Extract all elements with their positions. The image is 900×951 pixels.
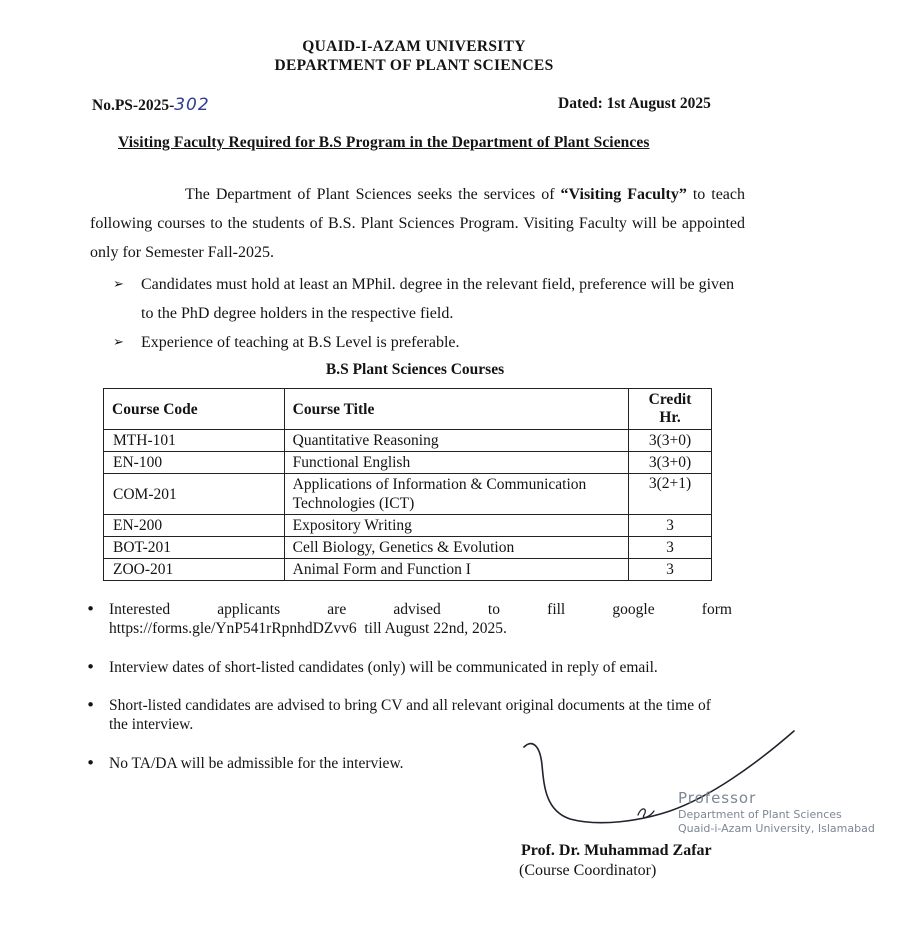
course-title: Cell Biology, Genetics & Evolution [284, 537, 628, 559]
note-word: google [612, 601, 655, 618]
requirement-item [113, 270, 743, 328]
reference-prefix: No.PS-2025- [92, 97, 175, 114]
stamp-title: Professor [678, 789, 757, 807]
note-word: applicants [217, 601, 281, 618]
note-text: No TA/DA will be admissible for the interview. [109, 755, 404, 772]
course-code: EN-200 [104, 515, 285, 537]
note-word: Interested [109, 601, 171, 618]
courses-table [103, 388, 712, 581]
signatory-role: (Course Coordinator) [519, 862, 657, 879]
note-second-line [109, 619, 732, 638]
table-row [104, 474, 712, 515]
course-credit: 3(2+1) [629, 474, 712, 515]
requirements-list [113, 270, 743, 357]
note-word: fill [547, 601, 566, 618]
requirement-text: Experience of teaching at B.S Level is preferable. [141, 334, 460, 351]
course-credit: 3(3+0) [629, 430, 712, 452]
department-name: DEPARTMENT OF PLANT SCIENCES [274, 57, 554, 74]
course-code: EN-100 [104, 452, 285, 474]
note-word: are [327, 601, 347, 618]
table-row [104, 515, 712, 537]
course-code: COM-201 [104, 474, 285, 515]
header-credit-hours: Credit Hr. [629, 389, 712, 430]
intro-text-after: to teach following courses to the students of B.S. Plant Sciences Program. Visiting Faculty will be appointed only for Semester Fall-2025. [90, 186, 746, 261]
university-name: QUAID-I-AZAM UNIVERSITY [302, 38, 526, 55]
course-credit: 3 [629, 515, 712, 537]
table-row [104, 430, 712, 452]
course-title: Functional English [284, 452, 628, 474]
requirement-text: Candidates must hold at least an MPhil. degree in the relevant field, preference will be given to the PhD degree holders in the respective field. [141, 276, 735, 322]
note-word: form [701, 601, 732, 618]
reference-number [92, 95, 210, 115]
course-credit: 3(3+0) [629, 452, 712, 474]
google-form-link[interactable]: https://forms.gle/YnP541rRpnhdDZvv6 [109, 620, 357, 637]
requirement-item [113, 328, 743, 357]
course-code: ZOO-201 [104, 559, 285, 581]
stamp-department: Department of Plant Sciences [678, 808, 842, 821]
course-code: MTH-101 [104, 430, 285, 452]
date-line: Dated: 1st August 2025 [558, 95, 711, 112]
course-title: Animal Form and Function I [284, 559, 628, 581]
courses-table-title: B.S Plant Sciences Courses [325, 361, 505, 378]
handwritten-number: 302 [174, 95, 210, 115]
arrow-bullet-icon: ➢ [113, 335, 124, 350]
course-credit: 3 [629, 537, 712, 559]
note-text: Interview dates of short-listed candidates (only) will be communicated in reply of email. [109, 659, 658, 676]
stamp-university: Quaid-i-Azam University, Islamabad [678, 822, 875, 835]
bullet-dot-icon: • [86, 696, 96, 714]
signatory-name: Prof. Dr. Muhammad Zafar [521, 842, 712, 859]
course-code: BOT-201 [104, 537, 285, 559]
deadline-text: till August 22nd, 2025. [356, 620, 507, 637]
header-course-code: Course Code [104, 389, 285, 430]
intro-text-before: The Department of Plant Sciences seeks the services of [185, 186, 561, 203]
note-first-line [109, 600, 732, 619]
bullet-dot-icon: • [86, 658, 96, 676]
arrow-bullet-icon: ➢ [113, 277, 124, 292]
table-header-row [104, 389, 712, 430]
note-word: to [487, 601, 500, 618]
intro-emphasis: “Visiting Faculty” [560, 186, 687, 203]
official-stamp [678, 789, 875, 835]
bullet-dot-icon: • [86, 754, 96, 772]
intro-paragraph [90, 180, 745, 267]
note-item [86, 658, 732, 677]
table-row [104, 452, 712, 474]
course-title: Expository Writing [284, 515, 628, 537]
subject-heading: Visiting Faculty Required for B.S Program in the Department of Plant Sciences [118, 134, 650, 151]
note-text: Short-listed candidates are advised to bring CV and all relevant original documents at the time of the interview. [109, 697, 711, 733]
header-course-title: Course Title [284, 389, 628, 430]
table-row [104, 537, 712, 559]
bullet-dot-icon: • [86, 600, 96, 618]
note-item [86, 600, 732, 638]
course-title: Quantitative Reasoning [284, 430, 628, 452]
course-credit: 3 [629, 559, 712, 581]
course-title: Applications of Information & Communication Technologies (ICT) [284, 474, 628, 515]
note-word: advised [393, 601, 441, 618]
table-row [104, 559, 712, 581]
